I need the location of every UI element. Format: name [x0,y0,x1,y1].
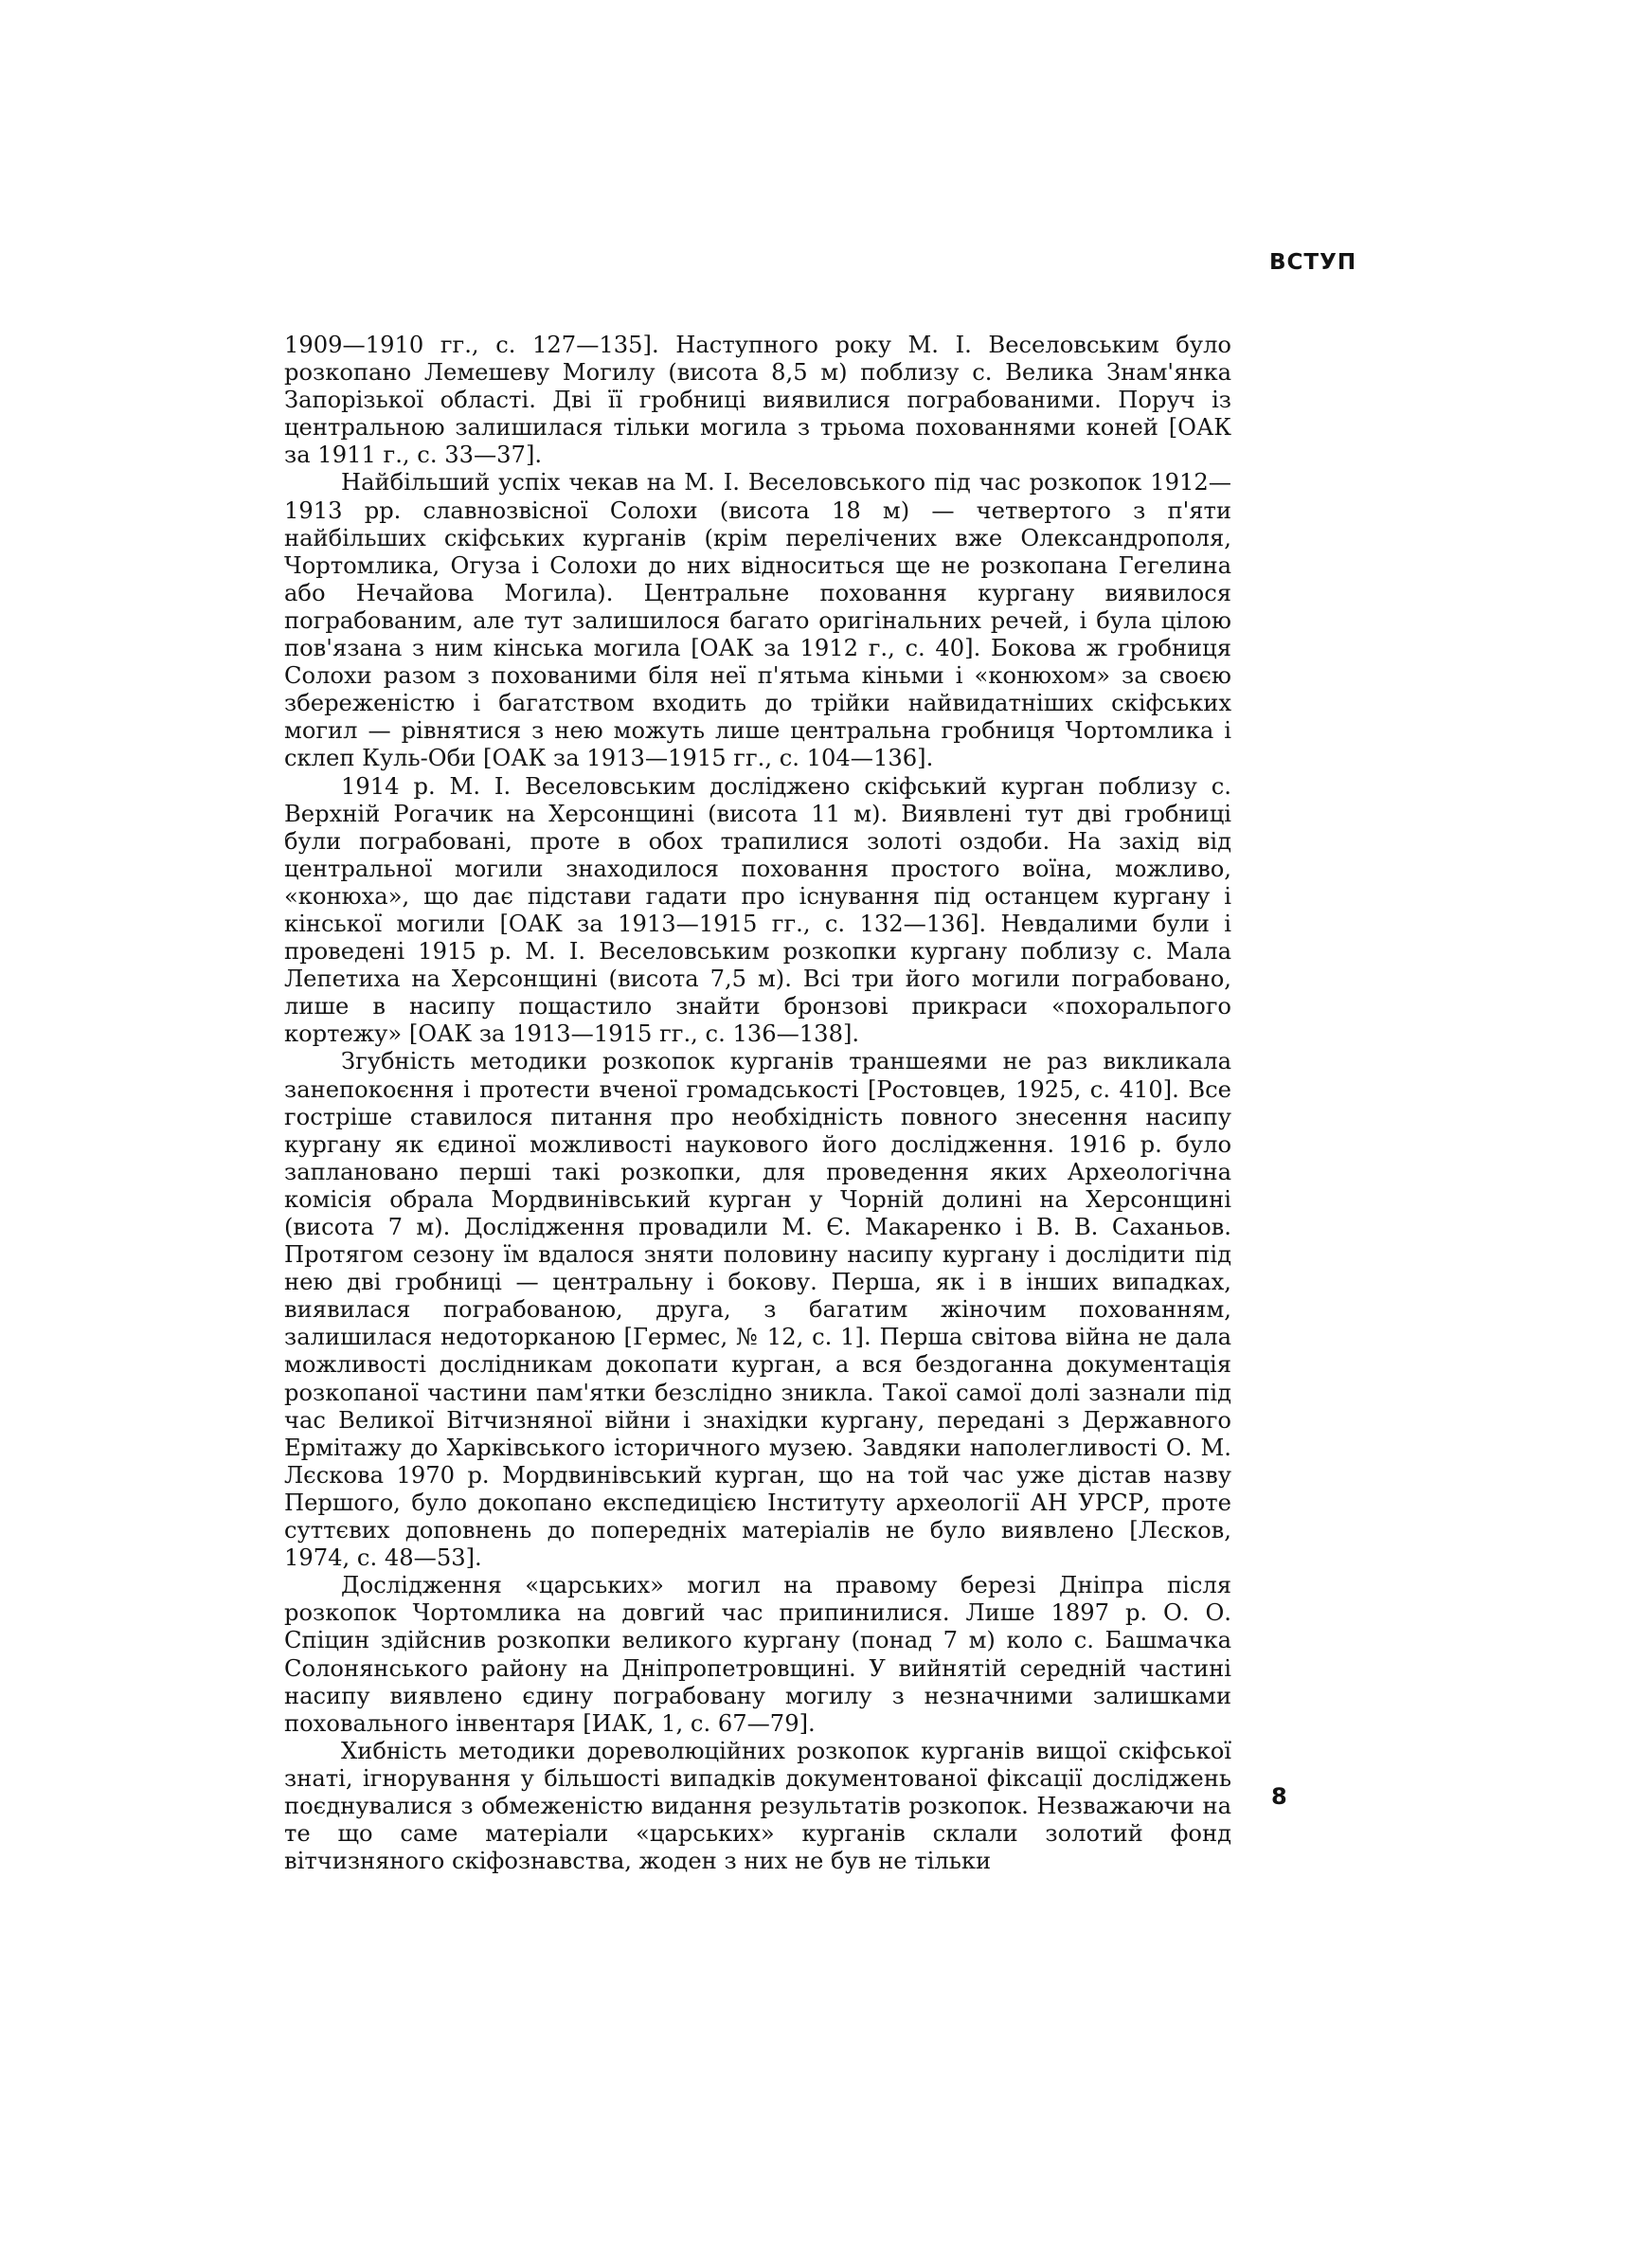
paragraph: 1914 р. М. І. Веселовським досліджено скіфський курган поблизу с. Верхній Рогачик на Херсонщині (висота 11 м). Виявлені тут дві гробниці були пограбовані, проте в обох трапилися золоті оздоби. На захід від центральної могили знаходилося поховання простого воїна, можливо, «конюха», що дає підстави гадати про існування під останцем кургану і кінської могили [ОАК за 1913—1915 гг., с. 132—136]. Невдалими були і проведені 1915 р. М. І. Веселовським розкопки кургану поблизу с. Мала Лепетиха на Херсонщині (висота 7,5 м). Всі три його могили пограбовано, лише в насипу пощастило знайти бронзові прикраси «похоральпого кортежу» [ОАК за 1913—1915 гг., с. 136—138]. [284,772,1231,1048]
paragraph: Згубність методики розкопок курганів траншеями не раз викликала занепокоєння і протести вченої громадськості [Ростовцев, 1925, с. 410]. Все гостріше ставилося питання про необхідність повного знесення насипу кургану як єдиної можливості наукового його дослідження. 1916 р. було заплановано перші такі розкопки, для проведення яких Археологічна комісія обрала Мордвинівський курган у Чорній долині на Херсонщині (висота 7 м). Дослідження провадили М. Є. Макаренко і В. В. Саханьов. Протягом сезону їм вдалося зняти половину насипу кургану і дослідити під нею дві гробниці — центральну і бокову. Перша, як і в інших випадках, виявилася пограбованою, друга, з багатим жіночим похованням, залишилася недоторканою [Гермес, № 12, с. 1]. Перша світова війна не дала можливості дослідникам докопати курган, а вся бездоганна документація розкопаної частини пам'ятки безслідно зникла. Такої самої долі зазнали під час Великої Вітчизняної війни і знахідки кургану, передані з Державного Ермітажу до Харківського історичного музею. Завдяки наполегливості О. М. Лєскова 1970 р. Мордвинівський курган, що на той час уже дістав назву Першого, було докопано експедицією Інституту археології АН УРСР, проте суттєвих доповнень до попередніх матеріалів не було виявлено [Лєсков, 1974, с. 48—53]. [284,1048,1231,1572]
body-text [284,332,1231,1875]
paragraph: Найбільший успіх чекав на М. І. Веселовського під час розкопок 1912—1913 рр. славнозвісної Солохи (висота 18 м) — четвертого з п'яти найбільших скіфських курганів (крім перелічених вже Олександрополя, Чортомлика, Огуза і Солохи до них відноситься ще не розкопана Гегелина або Нечайова Могила). Центральне поховання кургану виявилося пограбованим, але тут залишилося багато оригінальних речей, і була цілою пов'язана з ним кінська могила [ОАК за 1912 г., с. 40]. Бокова ж гробниця Солохи разом з похованими біля неї п'ятьма кіньми і «конюхом» за своєю збереженістю і багатством входить до трійки найвидатніших скіфських могил — рівнятися з нею можуть лише центральна гробниця Чортомлика і склеп Куль-Оби [ОАК за 1913—1915 гг., с. 104—136]. [284,469,1231,772]
paragraph: Дослідження «царських» могил на правому березі Дніпра після розкопок Чортомлика на довгий час припинилися. Лише 1897 р. О. О. Спіцин здійснив розкопки великого кургану (понад 7 м) коло с. Башмачка Солонянського району на Дніпропетровщині. У вийнятій середній частині насипу виявлено єдину пограбовану могилу з незначними залишками поховального інвентаря [ИАК, 1, с. 67—79]. [284,1572,1231,1737]
paragraph: Хибність методики дореволюційних розкопок курганів вищої скіфської знаті, ігнорування у більшості випадків документованої фіксації досліджень поєднувалися з обмеженістю видання результатів розкопок. Незважаючи на те що саме матеріали «царських» курганів склали золотий фонд вітчизняного скіфознавства, жоден з них не був не тільки [284,1737,1231,1875]
page-number: 8 [1271,1783,1287,1810]
running-head: ВСТУП [1269,250,1357,275]
paragraph: 1909—1910 гг., с. 127—135]. Наступного року М. І. Веселовським було розкопано Лемешеву Могилу (висота 8,5 м) поблизу с. Велика Знам'янка Запорізької області. Дві її гробниці виявилися пограбованими. Поруч із центральною залишилася тільки могила з трьома похованнями коней [ОАК за 1911 г., с. 33—37]. [284,332,1231,469]
